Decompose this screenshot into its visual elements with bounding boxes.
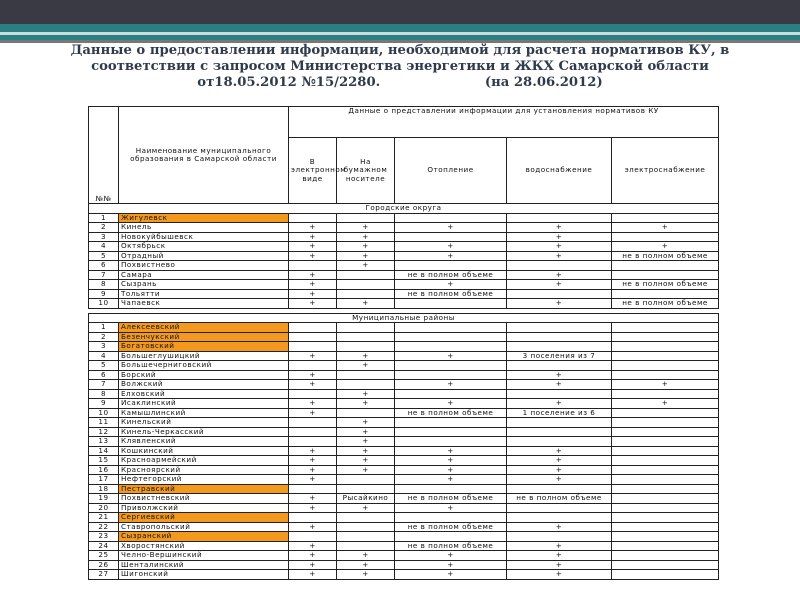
municipality-name: Приволжский [119, 503, 289, 513]
municipality-name: Кошкинский [119, 446, 289, 456]
electronic-cell [289, 261, 337, 271]
municipality-name: Волжский [119, 380, 289, 390]
water-cell [507, 427, 612, 437]
paper-cell: + [337, 351, 395, 361]
row-number: 1 [89, 213, 119, 223]
water-cell: + [507, 522, 612, 532]
row-number: 12 [89, 427, 119, 437]
table-row [89, 494, 719, 504]
table-row [89, 232, 719, 242]
table-row [89, 389, 719, 399]
heating-cell: + [395, 242, 507, 252]
municipality-name: Большечерниговский [119, 361, 289, 371]
paper-cell [337, 370, 395, 380]
electric-cell [612, 522, 719, 532]
municipality-name: Челно-Вершинский [119, 551, 289, 561]
heating-cell: + [395, 223, 507, 233]
title-line-2: соответствии с запросом Министерства энергетики и ЖКХ Самарской области [91, 59, 709, 74]
table-row [89, 513, 719, 523]
row-number: 17 [89, 475, 119, 485]
municipality-name: Борский [119, 370, 289, 380]
heating-cell: + [395, 551, 507, 561]
row-number: 20 [89, 503, 119, 513]
row-number: 18 [89, 484, 119, 494]
paper-cell: + [337, 242, 395, 252]
table-row [89, 361, 719, 371]
water-cell [507, 261, 612, 271]
heating-cell: + [395, 503, 507, 513]
electronic-cell: + [289, 299, 337, 309]
water-cell: + [507, 223, 612, 233]
paper-cell: + [337, 560, 395, 570]
electric-cell: не в полном объеме [612, 299, 719, 309]
electric-cell [612, 513, 719, 523]
paper-cell: + [337, 261, 395, 271]
electronic-cell: + [289, 242, 337, 252]
water-cell [507, 361, 612, 371]
municipality-name: Похвистнево [119, 261, 289, 271]
electronic-cell: + [289, 522, 337, 532]
paper-cell: + [337, 570, 395, 580]
municipality-name: Шигонский [119, 570, 289, 580]
water-cell: + [507, 399, 612, 409]
title-line-3 [40, 75, 760, 91]
electric-cell [612, 541, 719, 551]
electronic-cell [289, 437, 337, 447]
row-number: 11 [89, 418, 119, 428]
slide-top-bar [0, 0, 800, 24]
heating-cell: + [395, 351, 507, 361]
header-num: №№ [89, 107, 119, 204]
row-number: 4 [89, 242, 119, 252]
electronic-cell: + [289, 232, 337, 242]
municipality-name: Шенталинский [119, 560, 289, 570]
water-cell: + [507, 475, 612, 485]
row-number: 10 [89, 299, 119, 309]
table-row [89, 437, 719, 447]
paper-cell: + [337, 465, 395, 475]
paper-cell: + [337, 446, 395, 456]
electric-cell [612, 484, 719, 494]
paper-cell: + [337, 418, 395, 428]
water-cell [507, 513, 612, 523]
paper-cell: + [337, 232, 395, 242]
paper-cell [337, 380, 395, 390]
electric-cell [612, 342, 719, 352]
table-row [89, 299, 719, 309]
water-cell: + [507, 251, 612, 261]
heating-cell [395, 437, 507, 447]
electric-cell [612, 570, 719, 580]
paper-cell: Рысайкино [337, 494, 395, 504]
table-row [89, 342, 719, 352]
paper-cell: + [337, 503, 395, 513]
electric-cell: + [612, 223, 719, 233]
row-number: 8 [89, 280, 119, 290]
table-row [89, 408, 719, 418]
heating-cell: + [395, 456, 507, 466]
row-number: 5 [89, 251, 119, 261]
heating-cell [395, 532, 507, 542]
paper-cell [337, 475, 395, 485]
municipality-name: Алексеевский [119, 323, 289, 333]
municipality-name: Красноармейский [119, 456, 289, 466]
electric-cell: + [612, 242, 719, 252]
row-number: 3 [89, 342, 119, 352]
electronic-cell: + [289, 541, 337, 551]
water-cell: + [507, 242, 612, 252]
municipality-name: Новокуйбышевск [119, 232, 289, 242]
municipality-name: Тольятти [119, 289, 289, 299]
table-row [89, 560, 719, 570]
electronic-cell: + [289, 560, 337, 570]
paper-cell: + [337, 389, 395, 399]
electronic-cell [289, 532, 337, 542]
water-cell [507, 332, 612, 342]
row-number: 27 [89, 570, 119, 580]
electronic-cell: + [289, 503, 337, 513]
electric-cell [612, 475, 719, 485]
header-water: водоснабжение [507, 138, 612, 204]
heating-cell: + [395, 399, 507, 409]
row-number: 7 [89, 270, 119, 280]
heating-cell: не в полном объеме [395, 541, 507, 551]
water-cell: + [507, 570, 612, 580]
municipality-name: Кинель-Черкасский [119, 427, 289, 437]
municipality-name: Пестравский [119, 484, 289, 494]
municipality-name: Чапаевск [119, 299, 289, 309]
electric-cell [612, 408, 719, 418]
row-number: 10 [89, 408, 119, 418]
slide-title [40, 43, 760, 91]
table-row [89, 503, 719, 513]
row-number: 15 [89, 456, 119, 466]
heating-cell [395, 513, 507, 523]
heating-cell [395, 299, 507, 309]
paper-cell [337, 532, 395, 542]
paper-cell: + [337, 223, 395, 233]
electronic-cell [289, 361, 337, 371]
heating-cell [395, 323, 507, 333]
water-cell: 1 поселение из 6 [507, 408, 612, 418]
electronic-cell: + [289, 251, 337, 261]
water-cell: + [507, 560, 612, 570]
water-cell: 3 поселения из 7 [507, 351, 612, 361]
heating-cell: + [395, 251, 507, 261]
section-label: Городские округа [89, 204, 719, 214]
water-cell [507, 532, 612, 542]
electronic-cell [289, 513, 337, 523]
heating-cell [395, 427, 507, 437]
water-cell [507, 503, 612, 513]
heating-cell: не в полном объеме [395, 408, 507, 418]
title-line-1: Данные о предоставлении информации, необходимой для расчета нормативов КУ, в [70, 43, 730, 58]
row-number: 2 [89, 332, 119, 342]
electric-cell [612, 323, 719, 333]
electronic-cell: + [289, 570, 337, 580]
title-reference: от18.05.2012 №15/2280. [197, 75, 381, 90]
electric-cell [612, 361, 719, 371]
electric-cell: не в полном объеме [612, 280, 719, 290]
heating-cell: + [395, 475, 507, 485]
row-number: 9 [89, 399, 119, 409]
municipality-name: Большеглушицкий [119, 351, 289, 361]
row-number: 6 [89, 261, 119, 271]
municipality-name: Самара [119, 270, 289, 280]
municipality-name: Октябрьск [119, 242, 289, 252]
row-number: 4 [89, 351, 119, 361]
table-row [89, 570, 719, 580]
heating-cell: + [395, 570, 507, 580]
row-number: 14 [89, 446, 119, 456]
table-row [89, 323, 719, 333]
paper-cell: + [337, 361, 395, 371]
water-cell: + [507, 465, 612, 475]
electronic-cell: + [289, 223, 337, 233]
electronic-cell: + [289, 351, 337, 361]
electronic-cell: + [289, 370, 337, 380]
municipality-name: Сергиевский [119, 513, 289, 523]
heating-cell: + [395, 465, 507, 475]
header-group: Данные о представлении информации для установления нормативов КУ [289, 107, 719, 138]
table-row [89, 261, 719, 271]
section-header-row [89, 313, 719, 323]
row-number: 9 [89, 289, 119, 299]
paper-cell: + [337, 551, 395, 561]
electronic-cell: + [289, 494, 337, 504]
electric-cell [612, 503, 719, 513]
municipality-name: Исаклинский [119, 399, 289, 409]
municipality-name: Сызрань [119, 280, 289, 290]
row-number: 23 [89, 532, 119, 542]
table-row [89, 465, 719, 475]
paper-cell: + [337, 299, 395, 309]
paper-cell: + [337, 251, 395, 261]
table-row [89, 427, 719, 437]
section-header-row [89, 204, 719, 214]
paper-cell: + [337, 437, 395, 447]
row-number: 7 [89, 380, 119, 390]
municipality-name: Богатовский [119, 342, 289, 352]
electric-cell [612, 532, 719, 542]
paper-cell: + [337, 456, 395, 466]
row-number: 13 [89, 437, 119, 447]
paper-cell [337, 323, 395, 333]
table-row [89, 280, 719, 290]
title-date: (на 28.06.2012) [484, 75, 603, 90]
heating-cell: не в полном объеме [395, 270, 507, 280]
municipality-name: Ставропольский [119, 522, 289, 532]
electric-cell: + [612, 399, 719, 409]
heating-cell: не в полном объеме [395, 522, 507, 532]
water-cell [507, 323, 612, 333]
electronic-cell: + [289, 551, 337, 561]
electric-cell [612, 456, 719, 466]
water-cell: + [507, 380, 612, 390]
water-cell: + [507, 280, 612, 290]
table-row [89, 380, 719, 390]
electronic-cell [289, 332, 337, 342]
water-cell: + [507, 446, 612, 456]
heating-cell: + [395, 380, 507, 390]
paper-cell [337, 522, 395, 532]
heating-cell [395, 418, 507, 428]
water-cell: + [507, 551, 612, 561]
table-row [89, 223, 719, 233]
water-cell: + [507, 232, 612, 242]
electric-cell [612, 446, 719, 456]
section-label: Муниципальные районы [89, 313, 719, 323]
paper-cell [337, 332, 395, 342]
table-row [89, 399, 719, 409]
municipality-name: Хворостянский [119, 541, 289, 551]
electric-cell [612, 418, 719, 428]
header-electronic: В электронном виде [289, 138, 337, 204]
header-paper: На бумажном носителе [337, 138, 395, 204]
electric-cell [612, 465, 719, 475]
table-row [89, 242, 719, 252]
municipality-name: Елховский [119, 389, 289, 399]
heating-cell: не в полном объеме [395, 289, 507, 299]
electronic-cell: + [289, 280, 337, 290]
table-row [89, 475, 719, 485]
electric-cell [612, 437, 719, 447]
row-number: 26 [89, 560, 119, 570]
water-cell [507, 437, 612, 447]
data-table [88, 106, 719, 580]
municipality-name: Клявленский [119, 437, 289, 447]
heating-cell: + [395, 280, 507, 290]
water-cell: + [507, 541, 612, 551]
municipality-name: Отрадный [119, 251, 289, 261]
row-number: 16 [89, 465, 119, 475]
municipality-name: Кинель [119, 223, 289, 233]
water-cell: + [507, 456, 612, 466]
electric-cell: + [612, 380, 719, 390]
row-number: 8 [89, 389, 119, 399]
electric-cell [612, 551, 719, 561]
electronic-cell: + [289, 475, 337, 485]
electronic-cell: + [289, 465, 337, 475]
electric-cell [612, 332, 719, 342]
heating-cell: + [395, 446, 507, 456]
header-row-1 [89, 107, 719, 138]
paper-cell: + [337, 399, 395, 409]
municipality-name: Жигулевск [119, 213, 289, 223]
municipality-name: Похвистневский [119, 494, 289, 504]
header-name: Наименование муниципального образования в Самарской области [119, 107, 289, 204]
table-row [89, 332, 719, 342]
paper-cell [337, 280, 395, 290]
heating-cell [395, 332, 507, 342]
slide-accent-stripe [0, 32, 800, 35]
electronic-cell: + [289, 446, 337, 456]
row-number: 1 [89, 323, 119, 333]
electric-cell [612, 427, 719, 437]
water-cell: + [507, 299, 612, 309]
heating-cell: не в полном объеме [395, 494, 507, 504]
heating-cell [395, 261, 507, 271]
row-number: 24 [89, 541, 119, 551]
electronic-cell [289, 342, 337, 352]
municipality-name: Безенчукский [119, 332, 289, 342]
table-row [89, 213, 719, 223]
electronic-cell: + [289, 270, 337, 280]
paper-cell: + [337, 427, 395, 437]
water-cell: не в полном объеме [507, 494, 612, 504]
row-number: 6 [89, 370, 119, 380]
electric-cell [612, 261, 719, 271]
municipality-name: Кинельский [119, 418, 289, 428]
heating-cell: + [395, 560, 507, 570]
row-number: 3 [89, 232, 119, 242]
header-heating: Отопление [395, 138, 507, 204]
electric-cell [612, 560, 719, 570]
header-electric: электроснабжение [612, 138, 719, 204]
row-number: 2 [89, 223, 119, 233]
electronic-cell [289, 427, 337, 437]
electronic-cell: + [289, 399, 337, 409]
electronic-cell: + [289, 289, 337, 299]
table-row [89, 456, 719, 466]
electric-cell [612, 351, 719, 361]
table-row [89, 251, 719, 261]
electronic-cell: + [289, 408, 337, 418]
table-row [89, 532, 719, 542]
electric-cell [612, 494, 719, 504]
row-number: 19 [89, 494, 119, 504]
municipality-name: Красноярский [119, 465, 289, 475]
table-row [89, 522, 719, 532]
row-number: 22 [89, 522, 119, 532]
municipality-name: Камышлинский [119, 408, 289, 418]
municipality-name: Нефтегорский [119, 475, 289, 485]
electronic-cell: + [289, 380, 337, 390]
table-row [89, 370, 719, 380]
row-number: 21 [89, 513, 119, 523]
electronic-cell [289, 323, 337, 333]
row-number: 5 [89, 361, 119, 371]
heating-cell [395, 342, 507, 352]
heating-cell [395, 361, 507, 371]
water-cell [507, 418, 612, 428]
water-cell: + [507, 370, 612, 380]
municipality-name: Сызранский [119, 532, 289, 542]
paper-cell [337, 270, 395, 280]
paper-cell [337, 342, 395, 352]
electronic-cell [289, 418, 337, 428]
water-cell [507, 342, 612, 352]
electric-cell: не в полном объеме [612, 251, 719, 261]
water-cell: + [507, 270, 612, 280]
table-row [89, 418, 719, 428]
paper-cell [337, 513, 395, 523]
electronic-cell: + [289, 456, 337, 466]
table-row [89, 551, 719, 561]
row-number: 25 [89, 551, 119, 561]
